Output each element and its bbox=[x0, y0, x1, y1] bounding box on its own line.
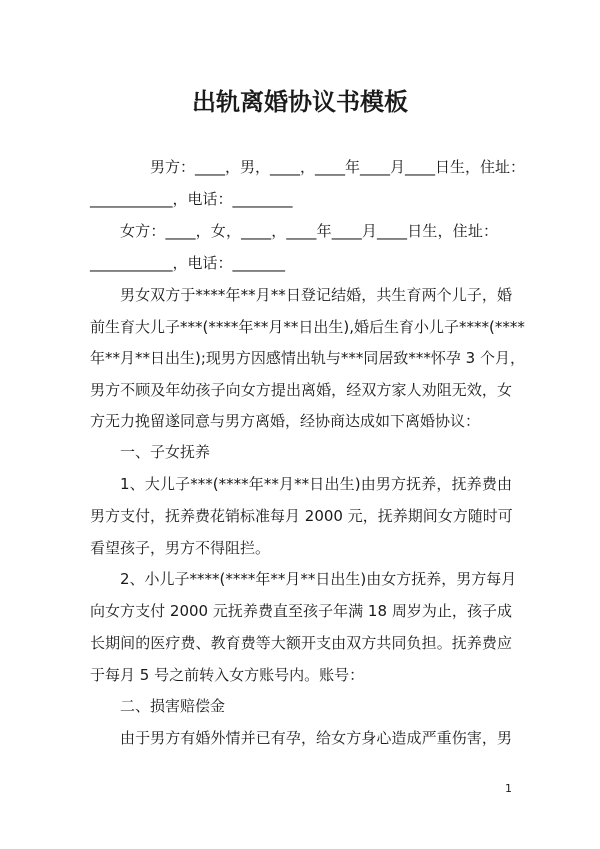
document-title: 出轨离婚协议书模板 bbox=[192, 88, 408, 116]
text-line: 1、大儿子***(****年**月**日出生)由男方抚养，抚养费由 bbox=[120, 475, 512, 493]
section-heading: 二、损害赔偿金 bbox=[120, 697, 226, 715]
text-line: 前生育大儿子***(****年**月**日出生),婚后生育小儿子****(**** bbox=[90, 318, 525, 336]
section-heading: 一、子女抚养 bbox=[120, 443, 211, 461]
text-line: 长期间的医疗费、教育费等大额开支由双方共同负担。抚养费应 bbox=[90, 634, 512, 652]
text-line: 2、小儿子****(****年**月**日出生)由女方抚养，男方每月 bbox=[120, 570, 517, 588]
page-number: 1 bbox=[505, 782, 512, 795]
text-line: 男方不顾及年幼孩子向女方提出离婚，经双方家人劝阻无效，女 bbox=[90, 381, 512, 399]
text-line: ___________，电话：________ bbox=[90, 190, 293, 208]
text-line: 男女双方于****年**月**日登记结婚，共生育两个儿子，婚 bbox=[120, 286, 512, 304]
text-line: 男方支付，抚养费花销标准每月 2000 元，抚养期间女方随时可 bbox=[90, 507, 513, 525]
text-line: 年**月**日出生);现男方因感情出轨与***同居致***怀孕 3 个月， bbox=[90, 349, 525, 367]
text-line: ___________，电话：_______ bbox=[90, 254, 286, 272]
text-line: 向女方支付 2000 元抚养费直至孩子年满 18 周岁为止，孩子成 bbox=[90, 602, 512, 620]
text-line: 看望孩子，男方不得阻拦。 bbox=[90, 539, 271, 557]
text-line: 男方：____，男，____，____年____月____日生，住址： bbox=[150, 158, 526, 176]
text-line: 于每月 5 号之前转入女方账号内。账号： bbox=[90, 666, 365, 684]
text-line: 方无力挽留遂同意与男方离婚，经协商达成如下离婚协议： bbox=[90, 412, 481, 430]
text-line: 由于男方有婚外情并已有孕，给女方身心造成严重伤害，男 bbox=[120, 729, 512, 747]
text-line: 女方：____，女，____，____年____月____日生，住址： bbox=[120, 222, 498, 240]
